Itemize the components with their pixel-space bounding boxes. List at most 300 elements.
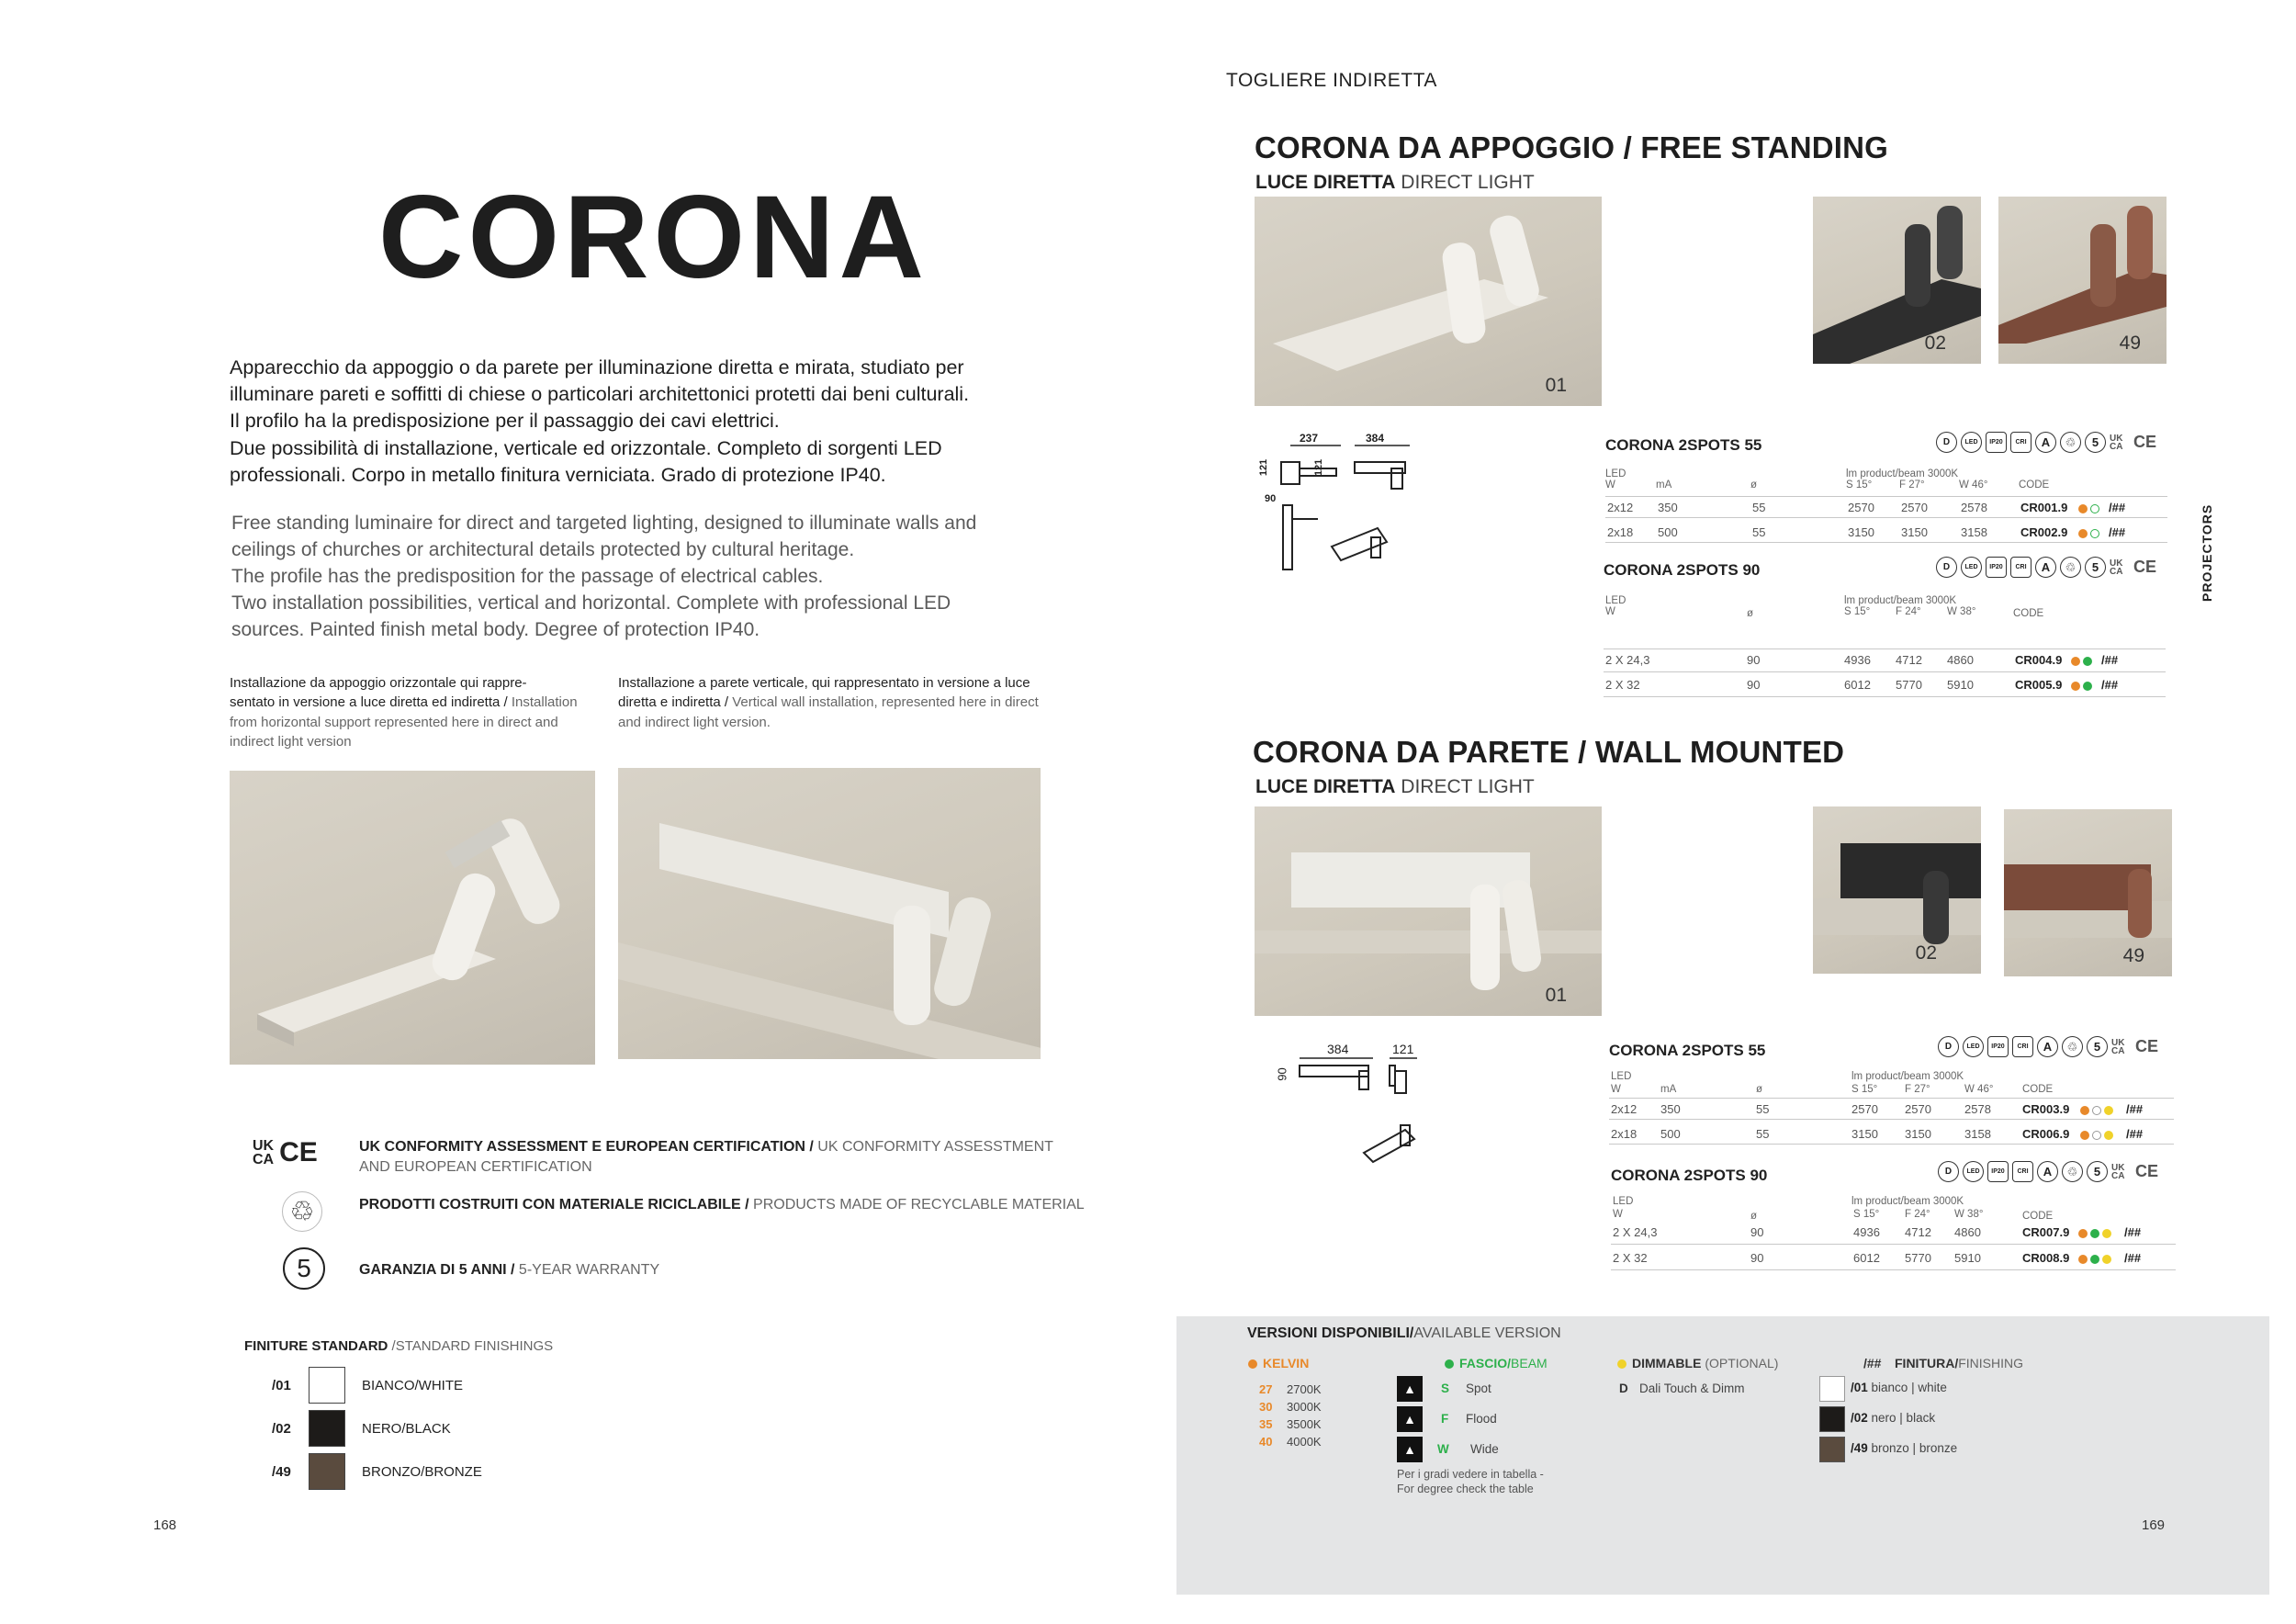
dimmable-dot [2102,1229,2111,1238]
photo-label: 01 [1545,375,1567,396]
cell-w: 2x12 [1607,501,1634,514]
beam-label-bold: FASCIO/ [1459,1356,1512,1370]
kelvin-value: 3500K [1287,1416,1322,1431]
finish-label: NERO/BLACK [362,1421,451,1437]
finish-hash: /## [1863,1356,1882,1370]
finish-label: BRONZO/BRONZE [362,1464,482,1480]
cell-f: 2570 [1901,501,1928,514]
cell-dia: 55 [1756,1127,1770,1141]
ip20-icon: IP20 [1987,1161,2009,1182]
cert-row-desc: PRODUCTS MADE OF RECYCLABLE MATERIAL [748,1197,1085,1212]
finishing-text [1851,1411,1935,1425]
cell-dia: 90 [1747,653,1761,667]
cell-code: CR003.9 [2022,1102,2070,1116]
subtitle-bold: LUCE DIRETTA [1255,776,1396,797]
fs-technical-drawing [1258,427,1428,583]
hdr-beam-s: S 15° [1846,479,1873,491]
desc-en-line: Two installation possibilities, vertical and horizontal. Complete with professional LED [231,592,951,614]
cell-w: 2x18 [1611,1127,1638,1141]
caption-horizontal [230,673,597,751]
cell-suffix: /## [2126,1127,2144,1141]
hdr-beam-w: W 46° [1959,479,1988,491]
versions-title-bold: VERSIONI DISPONIBILI/ [1247,1325,1414,1341]
finishing-header [1863,1356,2023,1370]
cell-suffix: /## [2109,501,2126,514]
cell-dia: 90 [1750,1251,1764,1265]
hdr-code: CODE [2022,1084,2054,1095]
d-icon: D [1938,1161,1959,1182]
hdr-w: W [1611,1084,1621,1095]
warranty-small-icon: 5 [2087,1161,2108,1182]
photo-label: 01 [1545,985,1567,1006]
led-icon: LED [1961,432,1982,453]
cri-icon: CRI [2010,432,2032,453]
cri-icon: CRI [2012,1161,2033,1182]
finish-code: /01 [272,1378,291,1393]
dimmable-dot [2104,1131,2113,1140]
desc-it-line: illuminare pareti e soffitti di chiese o particolari architettonici protetti dai beni culturali. [230,383,970,406]
cell-code: CR006.9 [2022,1127,2070,1141]
page-number-right: 169 [2142,1517,2166,1533]
cell-suffix: /## [2101,653,2119,667]
hdr-dia: ø [1750,479,1758,491]
cell-w: 2 X 24,3 [1605,653,1650,667]
finish-swatch-bronze [309,1453,345,1490]
free-standing-title: CORONA DA APPOGGIO / FREE STANDING [1255,130,1889,164]
kelvin-item [1259,1382,1322,1399]
cell-w: 2x18 [1607,525,1634,539]
kelvin-code: 40 [1259,1434,1273,1449]
cell-w2: 5910 [1954,1251,1981,1265]
dim-label: 384 [1366,432,1385,445]
ukca-small-icon: UK CA [2110,433,2123,452]
ce-small-icon: CE [2135,1037,2159,1055]
cell-suffix: /## [2126,1102,2144,1116]
hdr-beam-s: S 15° [1853,1209,1880,1220]
cert-row-title: UK CONFORMITY ASSESSMENT E EUROPEAN CERTIFICATION / [359,1139,814,1155]
hdr-beam-s: S 15° [1851,1084,1878,1095]
hdr-beam-w: W 38° [1947,606,1976,617]
cell-w: 2x12 [1611,1102,1638,1116]
kelvin-legend-dot [1248,1359,1257,1369]
recycle-small-icon: ♲ [2060,432,2081,453]
cell-suffix: /## [2124,1225,2142,1239]
hdr-code: CODE [2019,479,2050,491]
finish-swatch-white [309,1367,345,1404]
cell-dots [2076,1225,2111,1239]
cell-code: CR004.9 [2015,653,2063,667]
photo-label: 02 [1915,942,1937,964]
cell-code: CR005.9 [2015,678,2063,692]
desc-it-line: Apparecchio da appoggio o da parete per illuminazione diretta e mirata, studiato per [230,356,964,378]
desc-en-line: sources. Painted finish metal body. Degree of protection IP40. [231,618,760,640]
beam-code: S [1441,1382,1450,1395]
flood-beam-icon: ▲ [1397,1406,1423,1432]
hdr-dia: ø [1750,1211,1758,1222]
cert-icons [1936,432,2156,453]
wm-photo-bronze [2004,809,2172,976]
kelvin-code: 27 [1259,1382,1273,1396]
dim-code: D [1619,1382,1628,1395]
hdr-led: LED [1613,1196,1634,1207]
cell-dots [2068,678,2092,692]
hdr-beam-s: S 15° [1844,606,1871,617]
cell-code: CR008.9 [2022,1251,2070,1265]
table-row [1605,522,2167,543]
cert-row-title: PRODOTTI COSTRUITI CON MATERIALE RICICLABILE / [359,1197,749,1212]
cell-s: 6012 [1844,678,1871,692]
cell-ma: 350 [1660,1102,1681,1116]
versions-title [1247,1325,1561,1342]
table-wm-2spots-90 [1611,1161,2176,1280]
cell-s: 4936 [1853,1225,1880,1239]
hdr-beam-f: F 27° [1905,1084,1930,1095]
energy-a-icon: A [2037,1161,2058,1182]
table-row [1604,648,2166,672]
finishing-code: /02 [1851,1411,1868,1425]
led-icon: LED [1961,557,1982,578]
d-icon: D [1936,557,1957,578]
desc-it-line: Il profilo ha la predisposizione per il passaggio dei cavi elettrici. [230,410,780,433]
finishing-item-black [1819,1406,2095,1434]
dimmable-dot [2102,1255,2111,1264]
cell-suffix: /## [2124,1251,2142,1265]
table-row [1609,1098,2174,1120]
warranty-small-icon: 5 [2087,1036,2108,1057]
desc-en-line: Free standing luminaire for direct and targeted lighting, designed to illuminate walls and [231,513,977,534]
description-english [231,511,1021,644]
beam-note: Per i gradi vedere in tabella - For degree check the table [1397,1468,1544,1496]
cell-w2: 3158 [1961,525,1987,539]
cell-f: 4712 [1896,653,1922,667]
hdr-led: LED [1605,595,1626,606]
cell-w2: 4860 [1954,1225,1981,1239]
table-name: CORONA 2SPOTS 55 [1609,1042,1766,1059]
beam-dot-outline [2090,504,2099,513]
energy-a-icon: A [2035,557,2056,578]
beam-dot [2083,682,2092,691]
finishing-swatch-black [1819,1406,1845,1432]
cell-dia: 90 [1747,678,1761,692]
caption-vertical-light: Vertical wall installation, represented here in direct and indirect light version. [618,694,1039,730]
finish-label: BIANCO/WHITE [362,1378,464,1393]
table-row [1611,1247,2176,1270]
cell-dia: 90 [1750,1225,1764,1239]
warranty-small-icon: 5 [2085,432,2106,453]
dimmable-header [1617,1356,1778,1370]
table-fs-2spots-55 [1605,432,2167,542]
recycle-small-icon: ♲ [2062,1161,2083,1182]
table-name: CORONA 2SPOTS 55 [1605,436,1762,454]
warranty-small-icon: 5 [2085,557,2106,578]
desc-en-line: The profile has the predisposition for the passage of electrical cables. [231,565,824,587]
cell-w2: 2578 [1964,1102,1991,1116]
table-fs-2spots-90 [1604,557,2166,704]
hdr-w: W [1605,479,1615,491]
finishing-label-light: FINISHING [1958,1356,2023,1370]
spot-beam-icon: ▲ [1397,1376,1423,1402]
cell-s: 3150 [1851,1127,1878,1141]
finishing-code: /49 [1851,1441,1868,1455]
cell-dots [2077,1127,2113,1141]
recycle-small-icon: ♲ [2060,557,2081,578]
subtitle-light: DIRECT LIGHT [1395,776,1535,797]
finishing-label: nero | black [1867,1411,1936,1425]
dim-label: 121 [1392,1042,1414,1056]
wm-luminaire-black [1813,806,1981,974]
cell-w: 2 X 32 [1613,1251,1648,1265]
wm-drawing-lines [1281,1038,1446,1176]
energy-a-icon: A [2037,1036,2058,1057]
ip20-icon: IP20 [1987,1036,2009,1057]
hdr-ma: mA [1656,479,1672,491]
kelvin-item [1259,1434,1322,1451]
table-row [1611,1222,2176,1245]
hdr-beam-f: F 27° [1899,479,1925,491]
cell-f: 3150 [1901,525,1928,539]
cert-row-title: GARANZIA DI 5 ANNI / [359,1262,515,1278]
cell-s: 2570 [1848,501,1874,514]
hdr-dia: ø [1756,1084,1763,1095]
table-row [1604,674,2166,697]
fs-luminaire-black [1813,197,1981,364]
kelvin-dot [2078,1229,2088,1238]
cell-w: 2 X 32 [1605,678,1640,692]
cell-w2: 2578 [1961,501,1987,514]
beam-header [1445,1356,1548,1370]
finishing-text [1851,1441,1957,1455]
kelvin-dot [2080,1131,2089,1140]
finishing-label: bronzo | bronze [1867,1441,1958,1455]
wm-photo-black [1813,806,1981,974]
cell-ma: 500 [1660,1127,1681,1141]
cell-f: 5770 [1905,1251,1931,1265]
finishing-label-bold: FINITURA/ [1895,1356,1959,1370]
kelvin-code: 30 [1259,1399,1273,1414]
versions-title-light: AVAILABLE VERSION [1413,1325,1561,1341]
cell-s: 6012 [1853,1251,1880,1265]
hdr-beam-f: F 24° [1896,606,1921,617]
ukca-small-icon: UK CA [2111,1037,2125,1056]
cert-row-ukca-ce [253,1133,1079,1179]
ukca-small-icon: UK CA [2110,558,2123,577]
fs-photo-bronze [1998,197,2167,364]
beam-value: Wide [1470,1442,1499,1456]
cert-row-warranty [253,1247,1079,1293]
energy-a-icon: A [2035,432,2056,453]
ukca-ce-icon: UK CA CE [253,1137,318,1167]
dim-label: 90 [1265,493,1277,504]
page-title: CORONA [378,172,929,303]
kelvin-label: KELVIN [1263,1356,1310,1370]
hdr-led: LED [1611,1071,1632,1082]
dimmable-label-light: (OPTIONAL) [1701,1356,1779,1370]
table-name: CORONA 2SPOTS 90 [1611,1167,1768,1184]
cell-f: 4712 [1905,1225,1931,1239]
recycle-icon: ♲ [282,1191,322,1232]
beam-dot-outline [2090,529,2099,538]
finishing-text [1851,1381,1947,1394]
beam-label-light: BEAM [1511,1356,1548,1370]
header-note: TOGLIERE INDIRETTA [1226,70,1437,91]
cell-s: 4936 [1844,653,1871,667]
kelvin-dot [2071,682,2080,691]
cell-dots [2076,1251,2111,1265]
kelvin-header [1248,1356,1309,1370]
d-icon: D [1936,432,1957,453]
desc-en-line: ceilings of churches or architectural details protected by cultural heritage. [231,538,855,560]
beam-code: W [1437,1442,1449,1456]
dim-label: 90 [1275,1067,1289,1081]
table-row [1605,496,2167,518]
ip20-icon: IP20 [1986,432,2007,453]
cell-code: CR001.9 [2020,501,2068,514]
wall-mounted-title: CORONA DA PARETE / WALL MOUNTED [1253,735,1845,769]
finishing-code: /01 [1851,1381,1868,1394]
cell-dots [2077,1102,2113,1116]
cell-suffix: /## [2109,525,2126,539]
dim-value: Dali Touch & Dimm [1639,1382,1745,1395]
fs-photo-black [1813,197,1981,364]
subtitle-light: DIRECT LIGHT [1395,172,1535,193]
cell-dots [2068,653,2092,667]
finishing-label: bianco | white [1867,1381,1947,1394]
dimmable-dot [2104,1106,2113,1115]
wm-luminaire-bronze [2004,809,2172,976]
table-name: CORONA 2SPOTS 90 [1604,561,1761,579]
cert-row-desc: 5-YEAR WARRANTY [514,1262,660,1278]
cell-dots [2076,501,2099,514]
cell-code: CR002.9 [2020,525,2068,539]
finish-code: /49 [272,1464,291,1480]
dim-label: 121 [1313,458,1325,477]
led-icon: LED [1963,1161,1984,1182]
beam-dot [2090,1255,2099,1264]
cell-w: 2 X 24,3 [1613,1225,1658,1239]
photo-label: 49 [2122,945,2144,966]
fs-luminaire-bronze [1998,197,2167,364]
warranty-5-icon: 5 [283,1247,325,1290]
ce-small-icon: CE [2133,558,2157,576]
hdr-beam-w: W 46° [1964,1084,1994,1095]
cell-dia: 55 [1752,525,1766,539]
ce-small-icon: CE [2133,433,2157,451]
ce-small-icon: CE [2135,1162,2159,1180]
hdr-led: LED [1605,468,1626,479]
kelvin-dot [2078,1255,2088,1264]
kelvin-dot [2071,657,2080,666]
fs-drawing-lines [1263,427,1428,583]
photo-label: 49 [2119,333,2141,354]
wide-beam-icon: ▲ [1397,1437,1423,1462]
hdr-dia: ø [1747,608,1754,619]
cert-row-recycle [253,1191,1085,1237]
hdr-code: CODE [2022,1211,2054,1222]
dimmable-legend-dot [1617,1359,1626,1369]
hdr-code: CODE [2013,608,2044,619]
finish-item-white [272,1367,639,1407]
luminaire-horizontal-illustration [230,771,595,1065]
finish-code: /02 [272,1421,291,1437]
description-italian [230,355,1019,489]
kelvin-item [1259,1416,1322,1434]
luminaire-wall-illustration [618,768,1041,1059]
photo-horizontal-install [230,771,595,1065]
cert-icons [1938,1036,2158,1057]
table-wm-2spots-55 [1609,1036,2174,1146]
ukca-small-icon: UK CA [2111,1162,2125,1181]
cell-dots [2076,525,2099,539]
wall-mounted-subtitle [1255,776,1535,798]
finishes-title-bold: FINITURE STANDARD [244,1338,388,1354]
finishing-swatch-white [1819,1376,1845,1402]
finishes-title [244,1338,553,1354]
dim-label: 237 [1300,432,1319,445]
beam-legend-dot [1445,1359,1454,1369]
cell-suffix: /## [2101,678,2119,692]
photo-label: 02 [1924,333,1946,354]
beam-dot [2090,1229,2099,1238]
versions-panel [1176,1316,2269,1595]
finishing-item-white [1819,1376,2095,1404]
cell-w2: 5910 [1947,678,1974,692]
hdr-lm: lm product/beam 3000K [1846,468,1959,479]
side-label-projectors: PROJECTORS [2200,503,2214,602]
hdr-lm: lm product/beam 3000K [1851,1196,1964,1207]
table-row [1609,1123,2174,1145]
d-icon: D [1938,1036,1959,1057]
caption-horizontal-bold: Installazione da appoggio orizzontale qui rappre- sentato in versione a luce diretta ed indiretta / [230,675,527,711]
caption-vertical-bold: Installazione a parete verticale, qui rappresentato in versione a luce diretta e indiretta / [618,675,1030,711]
kelvin-value: 4000K [1287,1434,1322,1449]
cert-icons [1938,1161,2158,1182]
beam-value: Flood [1466,1412,1497,1426]
finish-item-bronze [272,1453,639,1494]
cell-w2: 4860 [1947,653,1974,667]
cell-f: 2570 [1905,1102,1931,1116]
fs-photo-white [1255,197,1602,406]
cell-f: 5770 [1896,678,1922,692]
cell-ma: 350 [1658,501,1678,514]
kelvin-dot [2078,529,2088,538]
beam-dot [2083,657,2092,666]
caption-horizontal-light: Installation from horizontal support represented here in direct and indirect light version [230,694,578,750]
kelvin-dot [2080,1106,2089,1115]
kelvin-value: 3000K [1287,1399,1322,1414]
caption-vertical [618,673,1050,732]
beam-value: Spot [1466,1382,1491,1395]
kelvin-item [1259,1399,1322,1416]
hdr-w: W [1605,606,1615,617]
cell-w2: 3158 [1964,1127,1991,1141]
subtitle-bold: LUCE DIRETTA [1255,172,1396,193]
cert-icons [1936,557,2156,578]
finish-item-black [272,1410,639,1450]
cell-s: 3150 [1848,525,1874,539]
wm-photo-white [1255,806,1602,1016]
finishes-title-light: /STANDARD FINISHINGS [388,1338,554,1354]
desc-it-line: professionali. Corpo in metallo finitura verniciata. Grado di protezione IP40. [230,463,886,486]
cell-s: 2570 [1851,1102,1878,1116]
hdr-ma: mA [1660,1084,1677,1095]
ip20-icon: IP20 [1986,557,2007,578]
beam-dot-outline [2092,1131,2101,1140]
finish-swatch-black [309,1410,345,1447]
kelvin-dot [2078,504,2088,513]
dimmable-item [1619,1382,1745,1395]
beam-code: F [1441,1412,1449,1426]
dim-label: 121 [1258,458,1270,477]
